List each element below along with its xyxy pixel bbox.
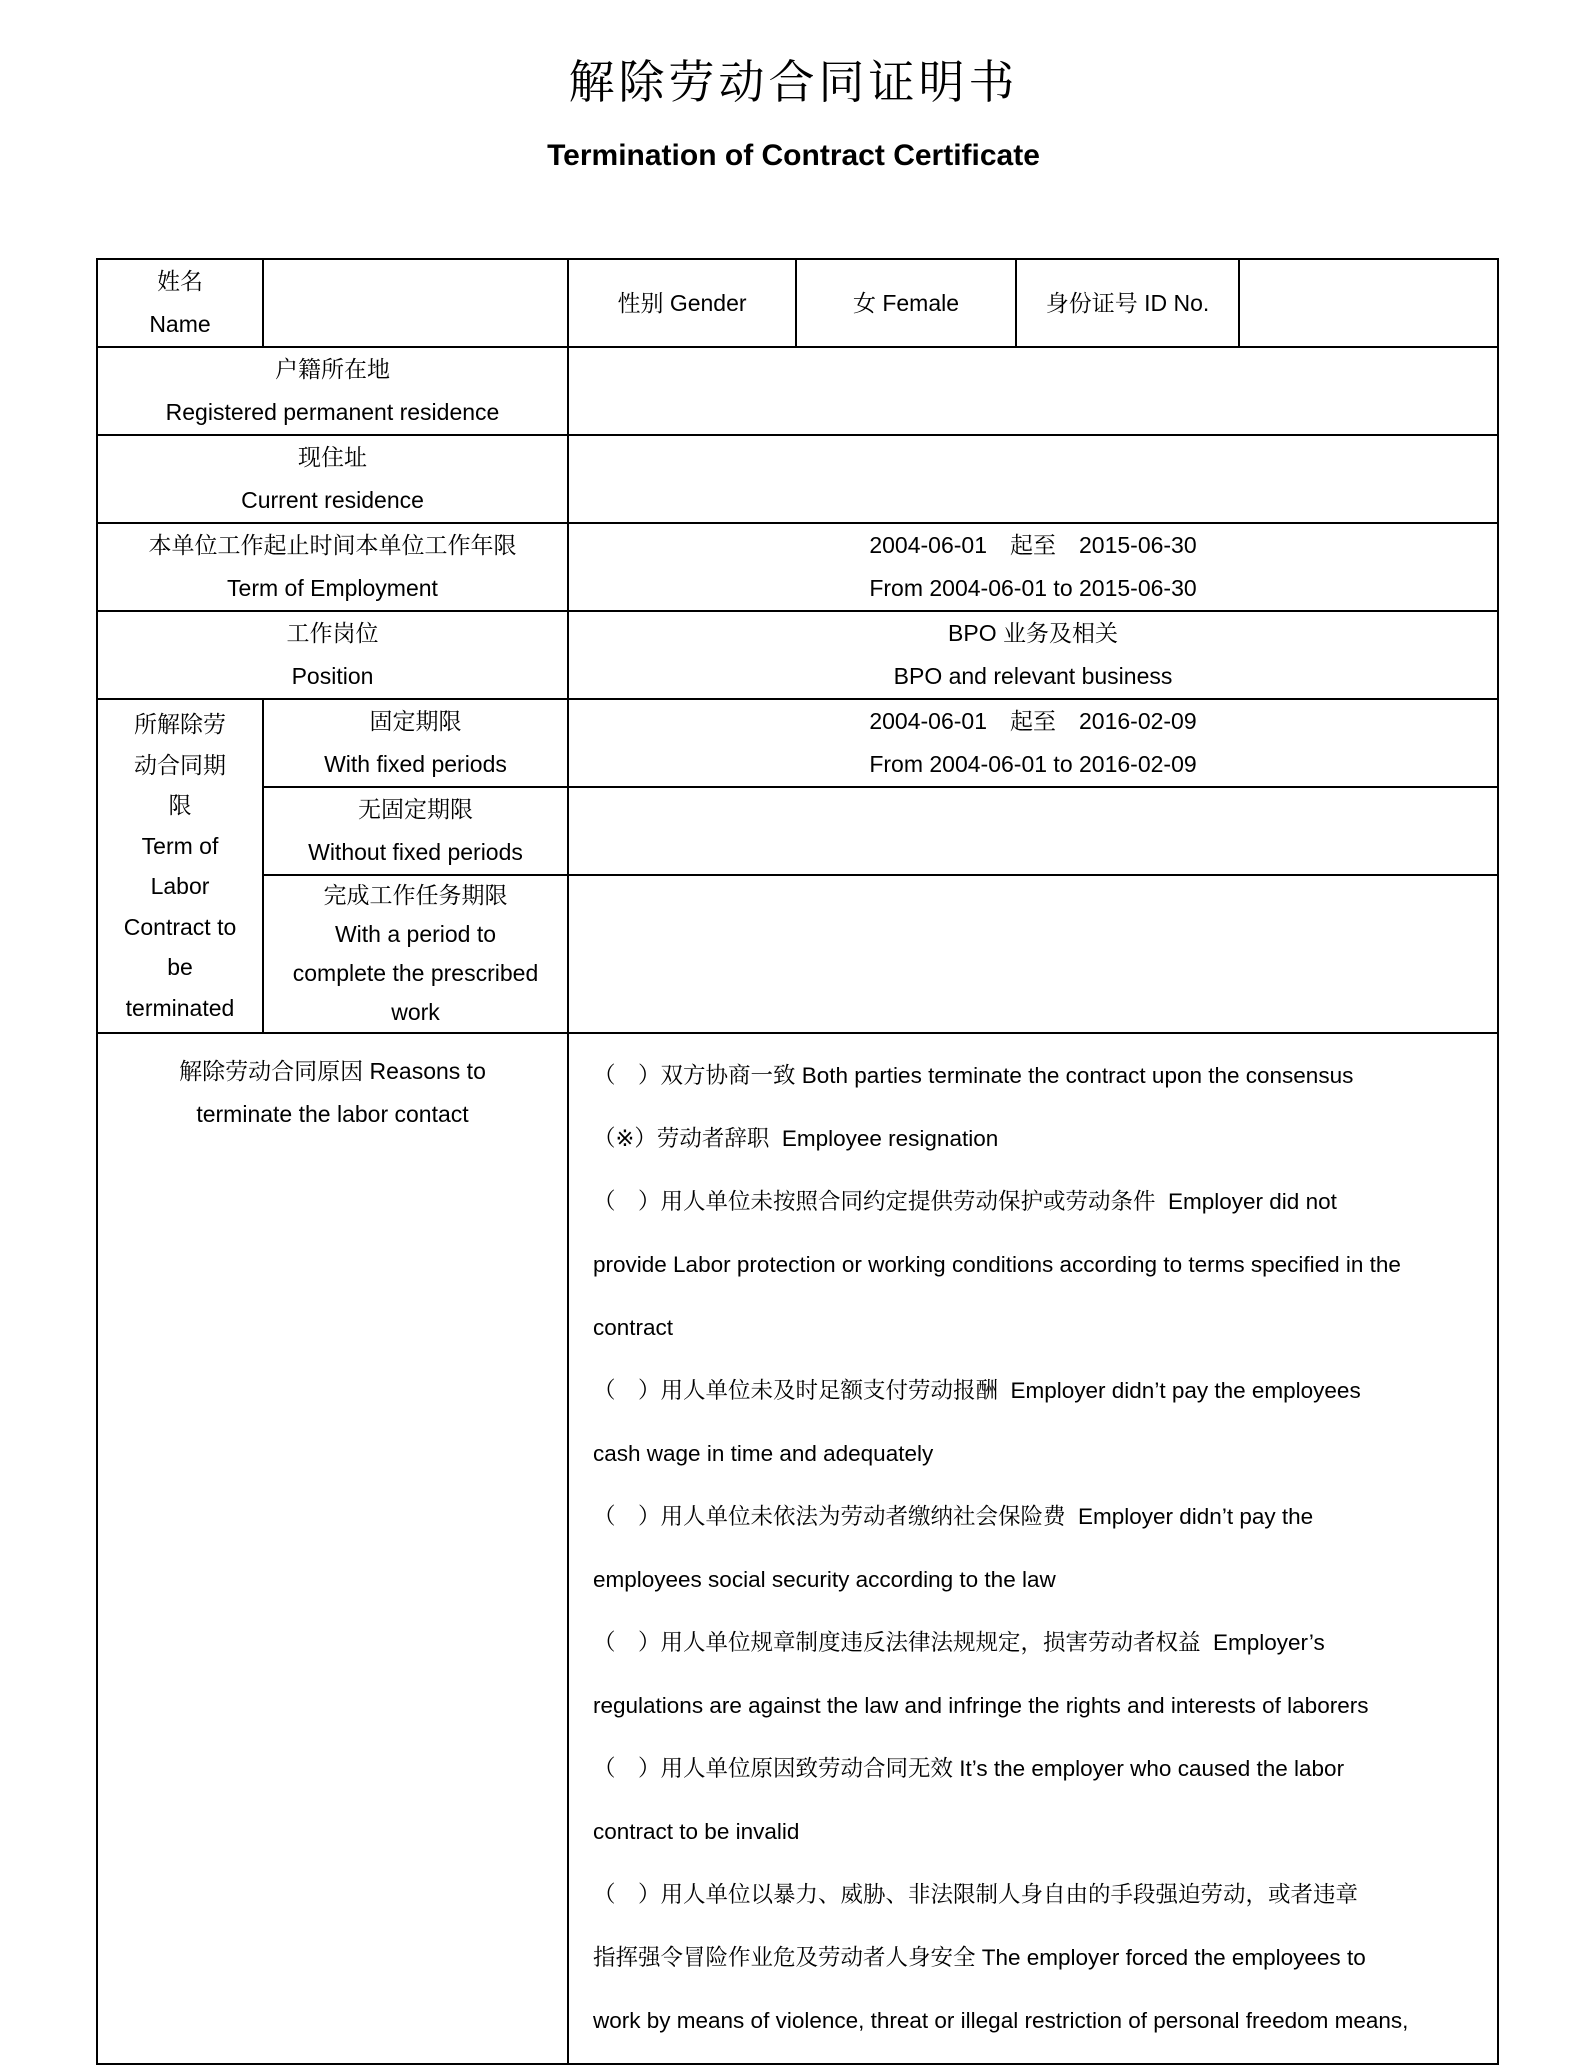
gender-value: 女 Female xyxy=(852,289,960,316)
text-line: BPO 业务及相关 xyxy=(948,620,1118,646)
text-line: Name xyxy=(149,311,211,337)
certificate-table xyxy=(96,258,1499,2065)
idno-value-cell xyxy=(1239,259,1498,347)
document-title-en: Termination of Contract Certificate xyxy=(547,139,1040,172)
text-line: Term of Employment xyxy=(227,575,438,601)
text-line: terminate the labor contact xyxy=(196,1101,469,1127)
text-line: Contract to xyxy=(123,913,237,940)
task-period-value-cell xyxy=(568,875,1498,1033)
text-line: 户籍所在地 xyxy=(275,356,390,382)
text-line: 所解除劳 xyxy=(134,711,226,737)
text-line: terminated xyxy=(125,994,235,1021)
text-line: Term of xyxy=(141,832,219,859)
without-fixed-period-value-cell xyxy=(568,787,1498,875)
term-of-employment-label-cell xyxy=(97,523,568,611)
text-line: 工作岗位 xyxy=(286,620,379,646)
registered-residence-value-cell xyxy=(568,347,1498,435)
term-of-employment-value-cell xyxy=(568,523,1498,611)
registered-residence-label-cell xyxy=(97,347,568,435)
text-line: 动合同期 xyxy=(134,751,226,778)
text-line: （ ）双方协商一致 Both parties terminate the contract upon the consensus xyxy=(593,1063,1354,1088)
contract-term-label-cell xyxy=(97,699,263,1033)
gender-label: 性别 Gender xyxy=(617,289,747,316)
name-value-cell xyxy=(263,259,568,347)
text-line: 完成工作任务期限 xyxy=(323,882,508,908)
text-line: （※）劳动者辞职 Employee resignation xyxy=(593,1126,999,1151)
idno-label-cell xyxy=(1016,259,1239,347)
text-line: （ ）用人单位未依法为劳动者缴纳社会保险费 Employer didn’t pay the xyxy=(593,1504,1314,1529)
text-line: （ ）用人单位原因致劳动合同无效 It’s the employer who caused the labor xyxy=(593,1756,1345,1781)
text-line: With fixed periods xyxy=(324,751,507,777)
text-line: contract xyxy=(593,1315,674,1340)
current-residence-label-cell xyxy=(97,435,568,523)
text-line: regulations are against the law and infringe the rights and interests of laborers xyxy=(593,1693,1369,1718)
text-line: Registered permanent residence xyxy=(165,399,500,425)
document-title-zh: 解除劳动合同证明书 xyxy=(568,55,1019,109)
text-line: （ ）用人单位以暴力、威胁、非法限制人身自由的手段强迫劳动，或者违章 xyxy=(593,1882,1359,1907)
text-line: employees social security according to the law xyxy=(593,1567,1056,1592)
text-line: 固定期限 xyxy=(369,708,462,734)
current-residence-value-cell xyxy=(568,435,1498,523)
text-line: From 2004-06-01 to 2016-02-09 xyxy=(869,751,1197,777)
fixed-period-value-cell xyxy=(568,699,1498,787)
text-line: be xyxy=(167,954,193,980)
text-line: work xyxy=(391,999,440,1025)
text-line: 2004-06-01 起至 2016-02-09 xyxy=(869,708,1197,734)
position-label-cell xyxy=(97,611,568,699)
text-line: 指挥强令冒险作业危及劳动者人身安全 The employer forced the employees to xyxy=(593,1945,1366,1970)
fixed-period-label-cell xyxy=(263,699,568,787)
text-line: （ ）用人单位未按照合同约定提供劳动保护或劳动条件 Employer did not xyxy=(593,1189,1337,1214)
position-value-cell xyxy=(568,611,1498,699)
reasons-list-cell xyxy=(568,1033,1498,2064)
text-line: （ ）用人单位未及时足额支付劳动报酬 Employer didn’t pay the employees xyxy=(593,1378,1361,1403)
text-line: Labor xyxy=(150,873,210,899)
name-label-cell xyxy=(97,259,263,347)
text-line: contract to be invalid xyxy=(593,1819,800,1844)
without-fixed-period-label-cell xyxy=(263,787,568,875)
task-period-label-cell xyxy=(263,875,568,1033)
text-line: work by means of violence, threat or illegal restriction of personal freedom means, xyxy=(593,2008,1409,2033)
text-line: Without fixed periods xyxy=(308,839,523,865)
reasons-label-cell xyxy=(97,1033,568,2064)
text-line: 本单位工作起止时间本单位工作年限 xyxy=(148,532,517,558)
text-line: 现住址 xyxy=(298,444,367,470)
text-line: 限 xyxy=(168,792,192,818)
text-line: （ ）用人单位规章制度违反法律法规规定，损害劳动者权益 Employer’s xyxy=(593,1630,1325,1655)
text-line: complete the prescribed xyxy=(292,960,539,986)
text-line: With a period to xyxy=(334,921,497,947)
text-line: 无固定期限 xyxy=(358,796,473,822)
text-line: From 2004-06-01 to 2015-06-30 xyxy=(869,575,1197,601)
text-line: Current residence xyxy=(241,487,424,513)
idno-label: 身份证号 ID No. xyxy=(1045,289,1210,316)
text-line: 2004-06-01 起至 2015-06-30 xyxy=(869,532,1197,558)
text-line: 姓名 xyxy=(157,268,203,294)
text-line: 解除劳动合同原因 Reasons to xyxy=(179,1058,486,1084)
gender-label-cell xyxy=(568,259,796,347)
text-line: provide Labor protection or working conditions according to terms specified in the xyxy=(593,1252,1401,1277)
text-line: BPO and relevant business xyxy=(893,663,1173,689)
gender-value-cell xyxy=(796,259,1016,347)
text-line: Position xyxy=(291,663,374,689)
text-line: cash wage in time and adequately xyxy=(593,1441,934,1466)
